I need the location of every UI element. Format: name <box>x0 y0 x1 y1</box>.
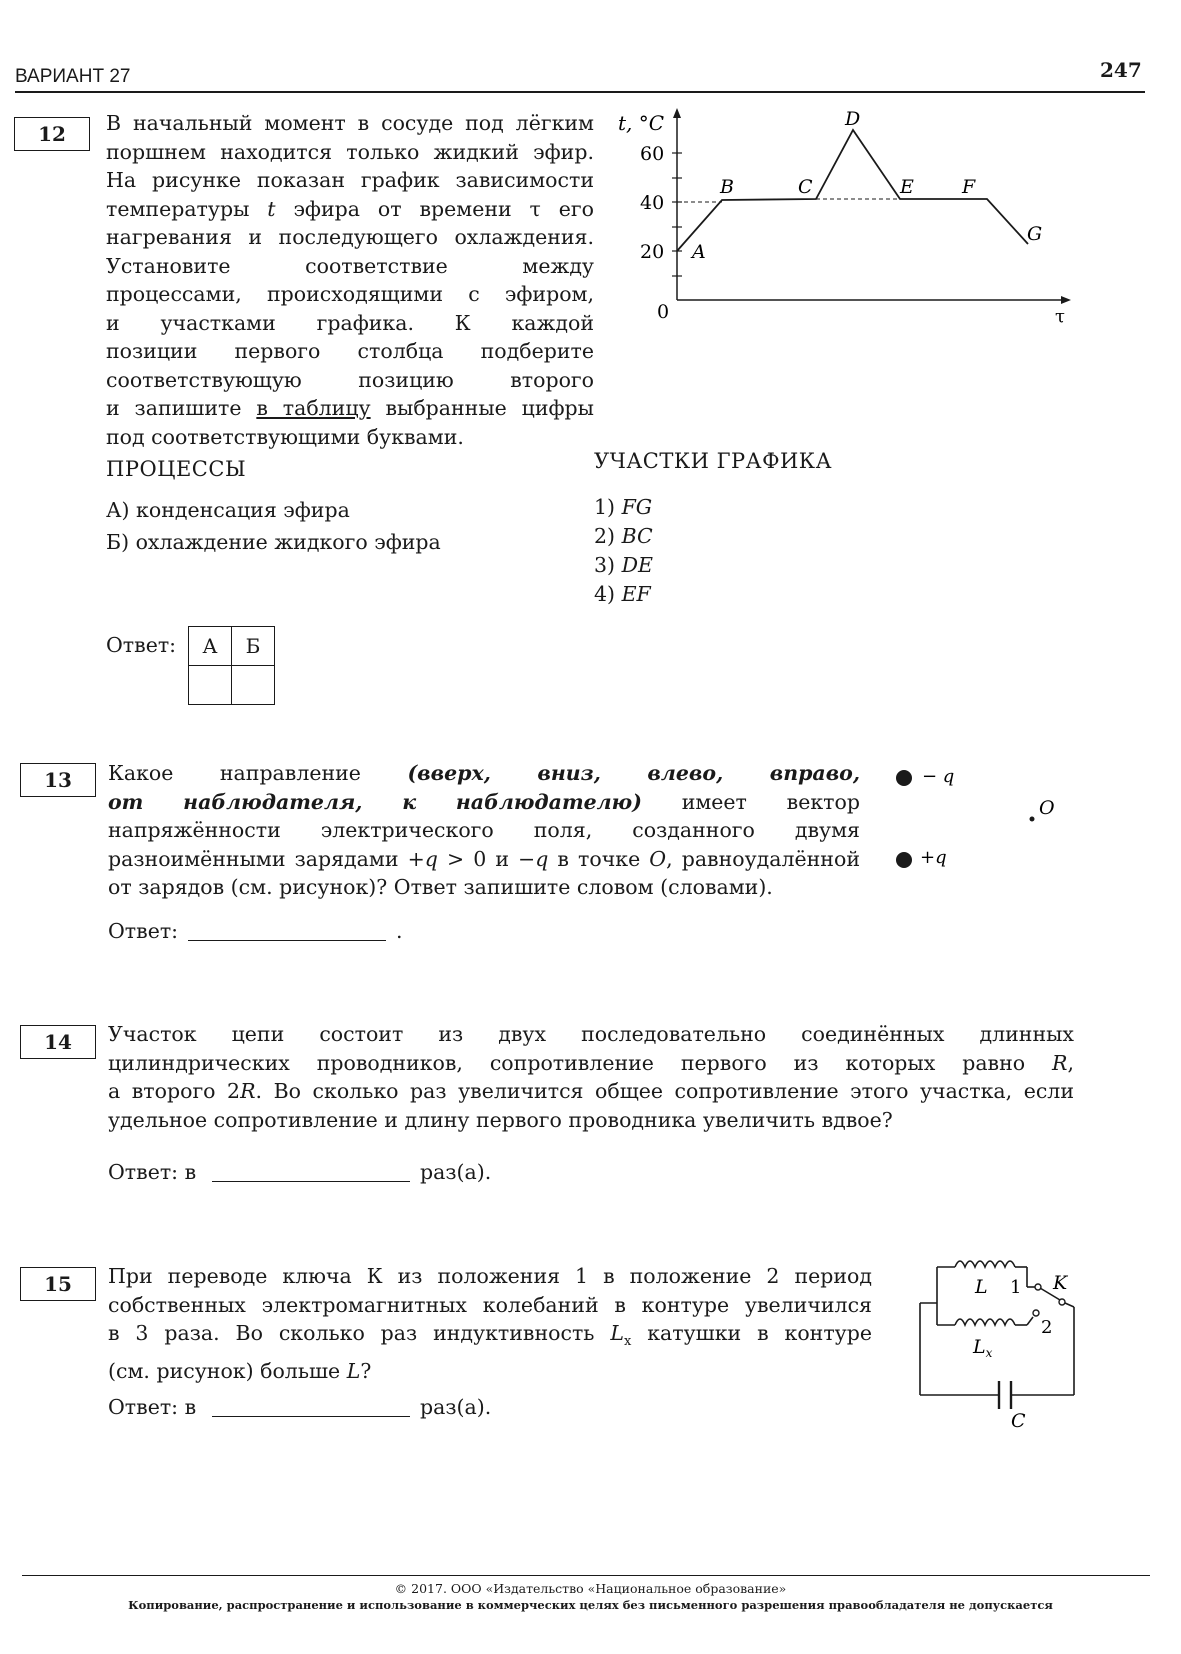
q12-answer-label: Ответ: <box>106 633 177 657</box>
graph-point-c: C <box>798 176 813 198</box>
q12-processes-heading: ПРОЦЕССЫ <box>106 457 247 481</box>
q15-line-4: (см. рисунок) больше L? <box>108 1358 372 1383</box>
q12-header-b: Б <box>232 627 275 666</box>
graph-point-b: B <box>720 176 734 198</box>
q13-charges-figure <box>888 758 1078 878</box>
q12-line-5: нагревания и последующего охлаждения. <box>106 225 594 249</box>
q12-answer-cell-b[interactable] <box>232 666 275 705</box>
q13-number: 13 <box>20 763 96 797</box>
q13-answer-period: . <box>396 919 403 943</box>
q15-number: 15 <box>20 1267 96 1301</box>
negative-charge-label: − q <box>922 766 955 787</box>
q13-line-5: от зарядов (см. рисунок)? Ответ запишите словом (словами). <box>108 875 773 899</box>
q14-line-4: удельное сопротивление и длину первого проводника увеличить вдвое? <box>108 1107 893 1132</box>
q15-text <box>108 1262 872 1385</box>
q15-line-1: При переводе ключа К из положения 1 в положение 2 период <box>108 1264 872 1288</box>
q15-answer-field[interactable] <box>212 1416 410 1417</box>
variant-title: ВАРИАНТ 27 <box>15 66 131 87</box>
q12-line-3: На рисунке показан график зависимости <box>106 168 594 192</box>
graph-tick-label-40: 40 <box>640 192 665 214</box>
q12-line-6: Установите соответствие между <box>106 253 594 278</box>
graph-point-e: E <box>900 176 914 198</box>
coil-lx-label: $L_x$ <box>973 1336 993 1360</box>
q12-process-a: А) конденсация эфира <box>106 498 350 522</box>
header-divider <box>15 91 1145 93</box>
q12-line-12: под соответствующими буквами. <box>106 424 464 449</box>
q13-line-4: разноимёнными зарядами +q > 0 и −q в точке O, равноудалённой <box>108 846 860 871</box>
negative-charge <box>896 770 912 786</box>
point-o <box>1030 817 1035 822</box>
q12-segment-1: 1) FG <box>594 495 653 519</box>
q14-line-3: а второго 2R. Во сколько раз увеличится общее сопротивление этого участка, если <box>108 1079 1074 1103</box>
q14-answer-label: Ответ: в <box>108 1160 197 1184</box>
coil-lx <box>955 1319 1015 1325</box>
q12-line-7: процессами, происходящими с эфиром, <box>106 282 594 306</box>
q14-text <box>108 1020 1074 1134</box>
q13-answer-label: Ответ: <box>108 919 179 943</box>
capacitor-label: C <box>1011 1410 1026 1430</box>
q14-number: 14 <box>20 1025 96 1059</box>
q14-line-1: Участок цепи состоит из двух последовательно соединённых длинных <box>108 1022 1074 1046</box>
q12-header-a: А <box>189 627 232 666</box>
switch-pos-1: 1 <box>1010 1277 1022 1298</box>
q12-line-8: и участками графика. К каждой <box>106 310 594 335</box>
switch-pos-2: 2 <box>1041 1317 1053 1338</box>
q12-segment-3: 3) DE <box>594 553 653 577</box>
q13-line-3: напряжённости электрического поля, созданного двумя <box>108 818 860 842</box>
q12-line-4: температуры t эфира от времени τ его <box>106 196 594 221</box>
q12-text <box>106 109 594 451</box>
q13-text <box>108 759 860 902</box>
q12-line-1: В начальный момент в сосуде под лёгким <box>106 111 594 135</box>
graph-tick-label-20: 20 <box>640 241 665 263</box>
footer-copyright: © 2017. ООО «Издательство «Национальное образование» <box>394 1581 787 1596</box>
q12-line-2: поршнем находится только жидкий эфир. <box>106 139 594 164</box>
switch-contact-1 <box>1035 1284 1041 1290</box>
q15-answer-suffix: раз(а). <box>420 1395 492 1419</box>
positive-charge-label: +q <box>920 847 947 868</box>
q12-process-b: Б) охлаждение жидкого эфира <box>106 530 441 554</box>
q12-answer-cell-a[interactable] <box>189 666 232 705</box>
coil-l <box>955 1261 1015 1267</box>
graph-x-arrow <box>1061 296 1071 304</box>
switch-label: K <box>1053 1272 1068 1294</box>
q12-temperature-graph <box>610 100 1080 330</box>
q15-circuit-diagram <box>915 1245 1085 1430</box>
graph-point-f: F <box>962 176 976 198</box>
q15-answer-label: Ответ: в <box>108 1395 197 1419</box>
q13-line-1: Какое направление (вверх, вниз, влево, вправо, <box>108 761 860 785</box>
graph-point-a: A <box>692 241 706 263</box>
q15-line-3: в 3 раза. Во сколько раз индуктивность $L_x$ катушки в контуре <box>108 1321 872 1350</box>
q12-line-11: и запишите в таблицу выбранные цифры <box>106 396 594 420</box>
graph-x-label: τ <box>1055 306 1065 327</box>
graph-origin-label: 0 <box>657 301 670 323</box>
graph-y-label: t, °C <box>618 111 665 135</box>
q12-segment-4: 4) EF <box>594 582 651 606</box>
positive-charge <box>896 852 912 868</box>
q14-line-2: цилиндрических проводников, сопротивление первого из которых равно R, <box>108 1050 1074 1075</box>
q12-line-10: соответствующую позицию второго <box>106 367 594 392</box>
q12-answer-table <box>188 626 275 705</box>
q12-line-9: позиции первого столбца подберите <box>106 339 594 363</box>
point-o-label: O <box>1039 797 1055 819</box>
q14-answer-field[interactable] <box>212 1181 410 1182</box>
graph-point-d: D <box>845 108 861 130</box>
q12-segments-heading: УЧАСТКИ ГРАФИКА <box>594 449 832 473</box>
graph-y-arrow <box>673 108 681 118</box>
footer-divider <box>22 1575 1150 1576</box>
page-number: 247 <box>1100 58 1142 82</box>
q15-line-2: собственных электромагнитных колебаний в контуре увеличился <box>108 1292 872 1317</box>
graph-point-g: G <box>1027 223 1043 245</box>
q12-segment-2: 2) BC <box>594 524 653 548</box>
q13-line-2: от наблюдателя, к наблюдателю) имеет вектор <box>108 789 860 814</box>
footer-notice: Копирование, распространение и использование в коммерческих целях без письменного разрешения правообладателя не допускается <box>128 1598 1053 1612</box>
coil-l-label: L <box>975 1276 988 1298</box>
q13-answer-field[interactable] <box>188 940 386 941</box>
graph-tick-label-60: 60 <box>640 143 665 165</box>
q12-number: 12 <box>14 117 90 151</box>
q14-answer-suffix: раз(а). <box>420 1160 492 1184</box>
switch-contact-2 <box>1033 1310 1039 1316</box>
